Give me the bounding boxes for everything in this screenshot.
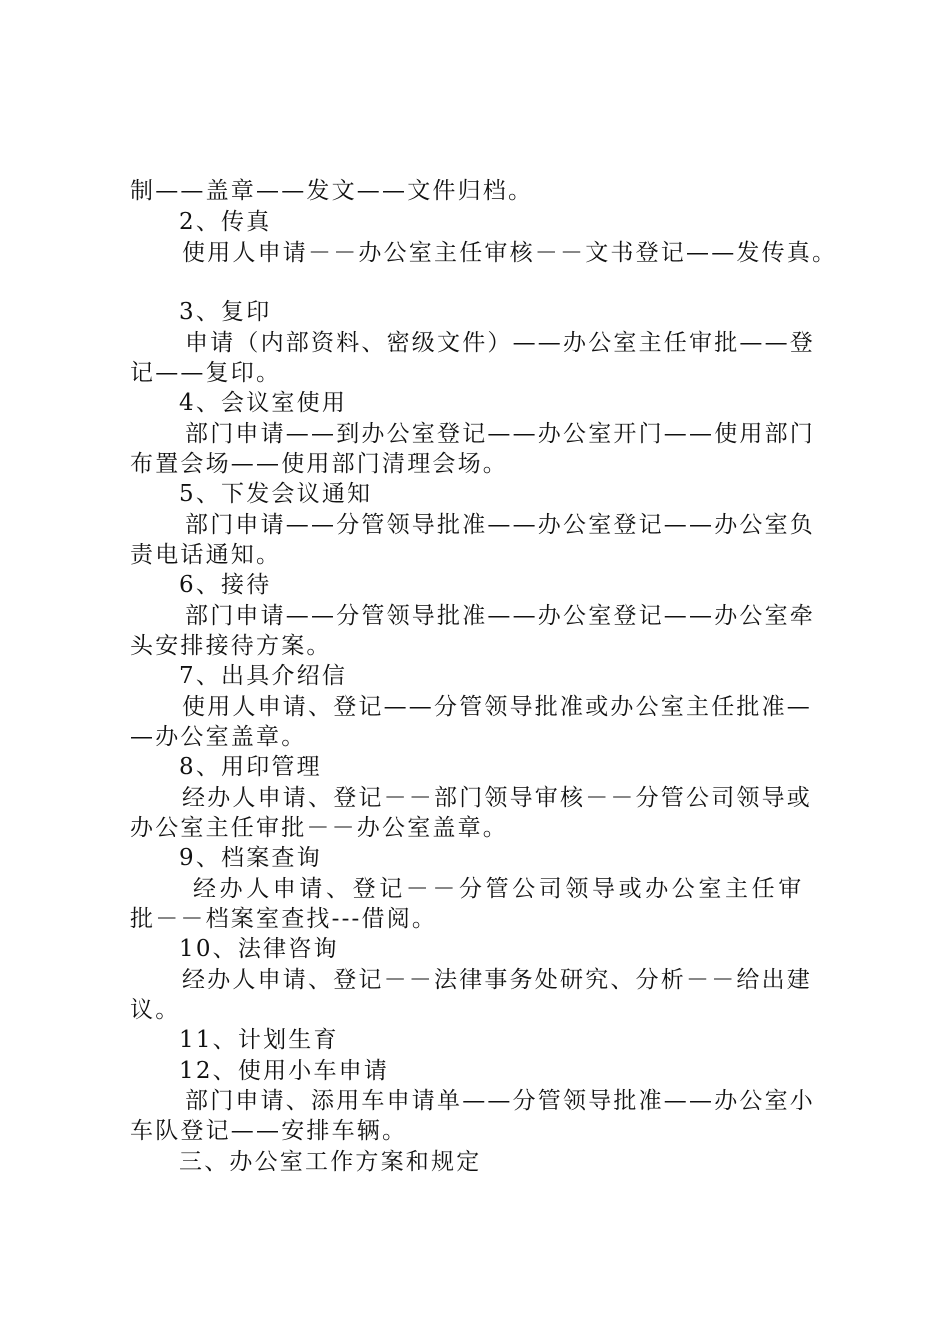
text-line: 使用人申请、登记——分管领导批准或办公室主任批准— (182, 694, 812, 720)
section-heading: 8、用印管理 (179, 754, 322, 780)
text-line: —办公室盖章。 (130, 724, 307, 750)
section-heading: 10、法律咨询 (179, 936, 339, 962)
text-line: 部门申请——分管领导批准——办公室登记——办公室负 (185, 512, 815, 538)
text-line: 部门申请、添用车申请单——分管领导批准——办公室小 (185, 1088, 815, 1114)
text-line: 布置会场——使用部门清理会场。 (130, 451, 508, 477)
section-heading: 11、计划生育 (179, 1027, 339, 1053)
text-line: 经办人申请、登记－－部门领导审核－－分管公司领导或 (182, 785, 812, 811)
section-heading: 三、办公室工作方案和规定 (179, 1149, 482, 1175)
text-line: 部门申请——分管领导批准——办公室登记——办公室牵 (185, 603, 815, 629)
section-heading: 4、会议室使用 (179, 390, 348, 416)
section-heading: 12、使用小车申请 (179, 1058, 390, 1084)
section-heading: 6、接待 (179, 572, 272, 598)
text-line: 经办人申请、登记－－法律事务处研究、分析－－给出建 (182, 967, 812, 993)
text-line: 办公室主任审批－－办公室盖章。 (130, 815, 508, 841)
text-line: 部门申请——到办公室登记——办公室开门——使用部门 (185, 421, 815, 447)
section-heading: 7、出具介绍信 (179, 663, 348, 689)
text-line: 申请（内部资料、密级文件）——办公室主任审批——登 (185, 330, 815, 356)
text-line: 头安排接待方案。 (130, 633, 332, 659)
text-line: 使用人申请－－办公室主任审核－－文书登记——发传真。 (182, 240, 838, 266)
text-line: 责电话通知。 (130, 542, 282, 568)
section-heading: 5、下发会议通知 (179, 481, 373, 507)
text-line: 经办人申请、登记－－分管公司领导或办公室主任审 (193, 876, 805, 902)
section-heading: 9、档案查询 (179, 845, 322, 871)
text-line: 车队登记——安排车辆。 (130, 1118, 408, 1144)
section-heading: 3、复印 (179, 299, 272, 325)
text-line: 记——复印。 (130, 360, 282, 386)
text-line: 制——盖章——发文——文件归档。 (130, 178, 534, 204)
section-heading: 2、传真 (179, 209, 272, 235)
text-line: 议。 (130, 997, 181, 1023)
text-line: 批－－档案室查找---借阅。 (130, 906, 438, 932)
